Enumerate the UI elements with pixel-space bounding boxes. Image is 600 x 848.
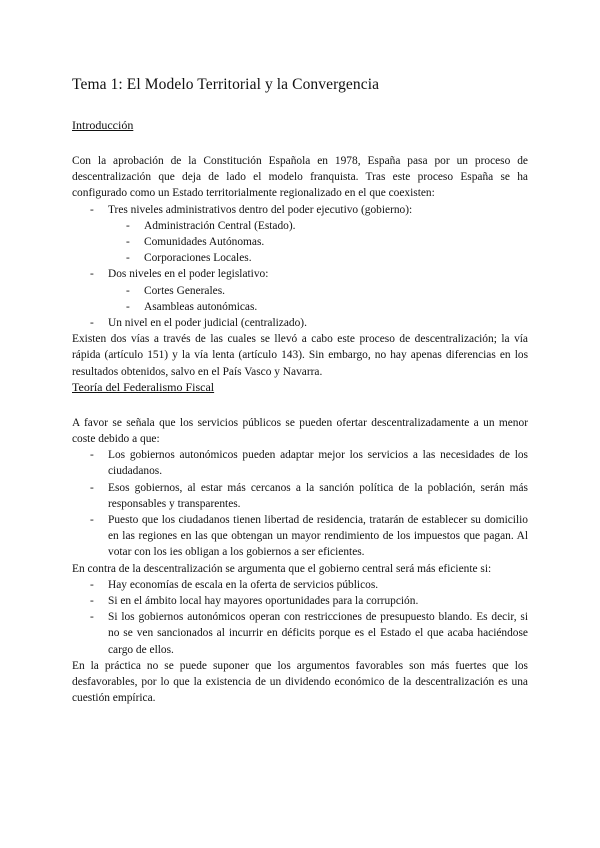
levels-list xyxy=(72,202,528,332)
list-item xyxy=(108,218,528,234)
list-item xyxy=(72,447,528,479)
conclusion-paragraph: En la práctica no se puede suponer que los argumentos favorables son más fuertes que los desfavorables, por lo que la existencia de un dividendo económico de la descentralización es una cuestión empírica. xyxy=(72,659,528,705)
list-item xyxy=(72,609,528,658)
list-item xyxy=(108,234,528,250)
favor-list xyxy=(72,447,528,560)
dash-marker: - xyxy=(126,300,130,313)
list-item xyxy=(72,202,528,267)
section-heading-introduccion: Introducción xyxy=(72,118,134,132)
list-item xyxy=(72,315,528,331)
intro-paragraph: Con la aprobación de la Constitución Española en 1978, España pasa por un proceso de descentralización que deja de lado el modelo franquista. Tras este proceso España se ha configurado como un Estado territorialmente regionalizado en el que coexisten: xyxy=(72,155,528,200)
sublist xyxy=(108,218,528,267)
dash-marker: - xyxy=(90,514,94,527)
list-item xyxy=(72,266,528,315)
list-item-text: Cortes Generales. xyxy=(144,284,225,297)
page-title: Tema 1: El Modelo Territorial y la Convergencia xyxy=(72,76,380,93)
list-item-text: Esos gobiernos, al estar más cercanos a la sanción política de la población, serán más responsables y transparentes. xyxy=(108,481,528,510)
dash-marker: - xyxy=(126,252,130,265)
list-item xyxy=(108,250,528,266)
contra-intro-paragraph: En contra de la descentralización se argumenta que el gobierno central será más eficiente si: xyxy=(72,562,492,575)
list-item-text: Hay economías de escala en la oferta de servicios públicos. xyxy=(108,578,379,591)
list-item-text: Administración Central (Estado). xyxy=(144,219,296,232)
favor-intro-paragraph: A favor se señala que los servicios públicos se pueden ofertar descentralizadamente a un menor coste debido a que: xyxy=(72,416,528,446)
list-item-text: Si en el ámbito local hay mayores oportunidades para la corrupción. xyxy=(108,595,419,608)
list-item-text: Asambleas autonómicas. xyxy=(144,300,258,313)
list-item-text: Un nivel en el poder judicial (centralizado). xyxy=(108,317,307,330)
dash-marker: - xyxy=(90,481,94,494)
list-item xyxy=(108,283,528,299)
sublist xyxy=(108,283,528,315)
list-item xyxy=(72,512,528,561)
dash-marker: - xyxy=(90,611,94,624)
list-item-text: Dos niveles en el poder legislativo: xyxy=(108,268,269,281)
dash-marker: - xyxy=(126,284,130,297)
list-item xyxy=(72,593,528,609)
vias-paragraph: Existen dos vías a través de las cuales se llevó a cabo este proceso de descentralización; la vía rápida (artículo 151) y la vía lenta (artículo 143). Sin embargo, no hay apenas diferencias en los resultados obtenidos, salvo en el País Vasco y Navarra. xyxy=(72,333,528,378)
dash-marker: - xyxy=(90,317,94,330)
list-item-text: Corporaciones Locales. xyxy=(144,252,252,265)
contra-list xyxy=(72,577,528,658)
dash-marker: - xyxy=(126,219,130,232)
dash-marker: - xyxy=(90,578,94,591)
list-item-text: Si los gobiernos autonómicos operan con restricciones de presupuesto blando. Es decir, si no se ven sancionados al incurrir en déficits porque es el Estado el que acaba haciéndose cargo de ellos. xyxy=(108,611,528,656)
section-heading-federalismo: Teoría del Federalismo Fiscal xyxy=(72,379,215,394)
list-item xyxy=(72,480,528,512)
list-item-text: Comunidades Autónomas. xyxy=(144,236,265,249)
dash-marker: - xyxy=(90,595,94,608)
dash-marker: - xyxy=(90,203,94,216)
dash-marker: - xyxy=(90,449,94,462)
list-item-text: Puesto que los ciudadanos tienen libertad de residencia, tratarán de establecer su domicilio en las regiones en las que obtengan un mayor rendimiento de los impuestos que pagan. Al votar con los ies obligan a los gobiernos a ser eficientes. xyxy=(108,514,528,559)
dash-marker: - xyxy=(126,236,130,249)
list-item-text: Tres niveles administrativos dentro del poder ejecutivo (gobierno): xyxy=(108,203,413,216)
list-item-text: Los gobiernos autonómicos pueden adaptar mejor los servicios a las necesidades de los ciudadanos. xyxy=(108,449,528,478)
list-item xyxy=(72,577,528,593)
list-item xyxy=(108,299,528,315)
dash-marker: - xyxy=(90,268,94,281)
